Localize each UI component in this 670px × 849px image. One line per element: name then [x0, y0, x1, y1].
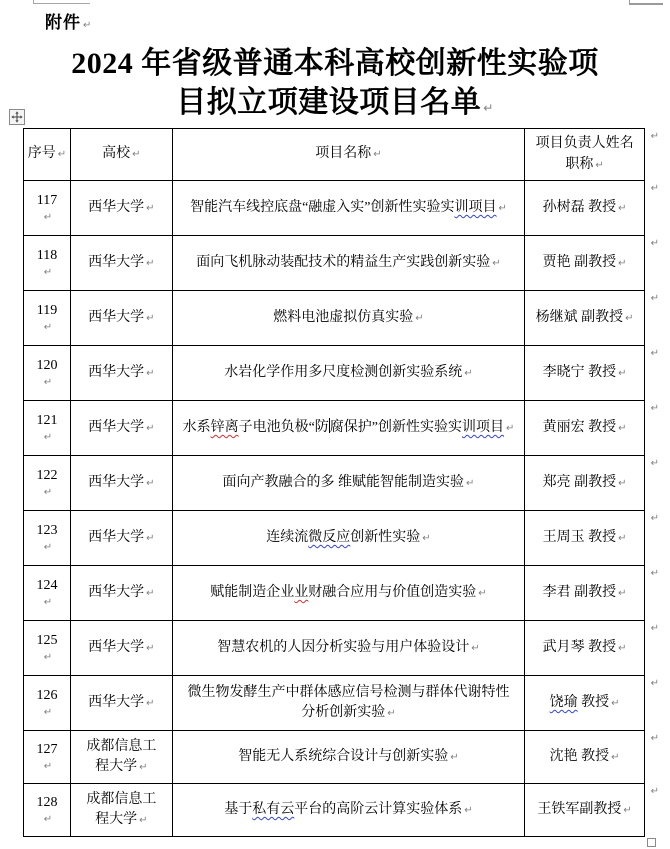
school-name-line [88, 693, 154, 713]
paragraph-mark: ↵ [57, 149, 67, 161]
paragraph-mark: ↵ [595, 159, 604, 171]
cell-serial [24, 566, 71, 621]
cropped-ui-fragment-left [33, 0, 90, 4]
paragraph-mark: ↵ [146, 587, 155, 599]
paragraph-mark: ↵ [483, 101, 494, 115]
cell-leader [525, 181, 645, 236]
paragraph-mark: ↵ [43, 431, 53, 443]
cell-text: 智慧农机的人因分析实验与用户体验设计 [217, 639, 470, 655]
table-row [24, 566, 659, 621]
cell-text: 赋能制造企业 [210, 584, 295, 600]
school-name-line [88, 473, 154, 493]
cell-project [173, 346, 525, 401]
serial-number: 128 [36, 794, 58, 810]
cell-project [173, 566, 525, 621]
header-label-text: 序号 [27, 146, 56, 162]
attachment-label-text: 附件 [45, 13, 81, 32]
paragraph-mark: ↵ [618, 587, 627, 599]
school-name-text: 西华大学 [88, 639, 145, 655]
project-name-line [210, 583, 486, 603]
cell-school [71, 731, 173, 784]
header-label-text: 职称 [565, 156, 594, 172]
cell-serial [24, 401, 71, 456]
cell-text: 武月琴 教授 [542, 639, 617, 655]
cell-text: 智能汽车线控底盘“融虚入实”创新性实验实 [190, 199, 455, 215]
paragraph-mark: ↵ [625, 312, 634, 324]
table-row [24, 621, 659, 676]
paragraph-mark: ↵ [618, 422, 627, 434]
table-row [24, 346, 659, 401]
table-resize-handle-icon[interactable] [647, 838, 656, 847]
paragraph-mark: ↵ [146, 312, 155, 324]
cell-text: 燃料电池虚拟仿真实验 [273, 309, 414, 325]
table-row [24, 456, 659, 511]
paragraph-mark: ↵ [464, 367, 473, 379]
paragraph-mark: ↵ [498, 202, 507, 214]
table-row [24, 236, 659, 291]
serial-number: 117 [36, 192, 58, 208]
school-name-line [88, 308, 154, 328]
school-name-text: 西华大学 [88, 309, 145, 325]
row-end-mark: ↵ [650, 678, 659, 689]
serial-number: 118 [36, 247, 58, 263]
project-name-line [187, 683, 509, 703]
cell-text: 连续流 [266, 529, 309, 545]
school-name-line [88, 253, 154, 273]
school-name-text: 程大学 [95, 759, 138, 774]
header-label [536, 134, 634, 154]
school-name-line [86, 790, 156, 810]
header-label-text: 项目名称 [315, 146, 372, 162]
row-end-mark: ↵ [650, 131, 659, 142]
school-name-text: 西华大学 [88, 419, 145, 435]
spellcheck-blue-text: 私有云 [252, 801, 295, 817]
school-name-text: 程大学 [95, 812, 138, 827]
row-end-mark: ↵ [650, 238, 659, 249]
cell-school [71, 511, 173, 566]
title-line-1: 2024 年省级普通本科高校创新性实验项 [71, 47, 599, 80]
paragraph-mark: ↵ [43, 760, 53, 772]
paragraph-mark: ↵ [611, 751, 620, 763]
paragraph-mark: ↵ [139, 815, 148, 826]
leader-name-line [536, 308, 634, 328]
paragraph-mark: ↵ [618, 367, 627, 379]
paragraph-mark: ↵ [146, 477, 155, 489]
serial-number: 126 [36, 687, 58, 703]
paragraph-mark: ↵ [146, 642, 155, 654]
cell-text: 李晓宁 教授 [542, 364, 617, 380]
leader-name-line [543, 253, 627, 273]
four-way-arrow-icon [11, 111, 23, 123]
row-end-mark: ↵ [650, 733, 659, 744]
cell-text: 腐保护”创新性实验实 [329, 419, 463, 435]
title-line-2 [0, 83, 670, 128]
cell-leader [525, 784, 645, 837]
spellcheck-blue-text: 微反应 [308, 529, 351, 545]
paragraph-mark: ↵ [492, 257, 501, 269]
header-label [565, 155, 603, 175]
title-line-2-text: 目拟立项建设项目名单 [176, 86, 482, 119]
table-header-row [24, 129, 659, 181]
paragraph-mark: ↵ [623, 804, 632, 816]
paragraph-mark: ↵ [471, 642, 480, 654]
cell-school [71, 566, 173, 621]
row-end-mark: ↵ [650, 786, 659, 797]
project-name-line [273, 308, 423, 328]
cell-project [173, 621, 525, 676]
serial-number: 127 [36, 741, 58, 757]
paragraph-mark: ↵ [464, 804, 473, 816]
table-move-handle-icon[interactable] [9, 109, 25, 125]
school-name-line [88, 528, 154, 548]
cell-project [173, 784, 525, 837]
project-name-line [183, 418, 515, 438]
paragraph-mark: ↵ [132, 149, 141, 161]
row-end-mark: ↵ [650, 403, 659, 414]
paragraph-mark: ↵ [146, 422, 155, 434]
cell-project [173, 456, 525, 511]
header-label [28, 144, 66, 164]
school-name-text: 西华大学 [88, 474, 145, 490]
cell-school [71, 784, 173, 837]
school-name-line [88, 198, 154, 218]
table-row [24, 181, 659, 236]
leader-name-line [543, 528, 627, 548]
serial-number: 123 [36, 522, 58, 538]
row-end-mark: ↵ [650, 458, 659, 469]
paragraph-mark: ↵ [373, 149, 382, 161]
attachment-label [45, 8, 92, 33]
paragraph-mark: ↵ [43, 813, 53, 825]
cell-leader [525, 621, 645, 676]
table-row [24, 401, 659, 456]
header-cell [71, 129, 173, 181]
school-name-line [95, 757, 147, 777]
cell-serial [24, 676, 71, 731]
cell-text: 平台的高阶云计算实验体系 [294, 801, 463, 817]
project-name-line [196, 253, 500, 273]
paragraph-mark: ↵ [611, 697, 620, 709]
table-row [24, 784, 659, 837]
cell-project [173, 291, 525, 346]
paragraph-mark: ↵ [146, 202, 155, 214]
paragraph-mark: ↵ [43, 321, 53, 333]
leader-name-line [543, 418, 627, 438]
cell-serial [24, 731, 71, 784]
leader-name-line [537, 800, 631, 820]
paragraph-mark: ↵ [43, 266, 53, 278]
cell-text: 李君 副教授 [542, 584, 617, 600]
cell-project [173, 731, 525, 784]
cell-school [71, 181, 173, 236]
cell-leader [525, 676, 645, 731]
cell-leader [525, 291, 645, 346]
cell-text: 沈艳 教授 [549, 748, 610, 764]
paragraph-mark: ↵ [146, 532, 155, 544]
header-label-text: 项目负责人姓名 [535, 136, 634, 152]
school-name-line [88, 363, 154, 383]
paragraph-mark: ↵ [43, 376, 53, 388]
paragraph-mark: ↵ [139, 762, 148, 773]
table-row [24, 291, 659, 346]
serial-number: 120 [36, 357, 58, 373]
cell-serial [24, 784, 71, 837]
leader-name-line [550, 747, 620, 767]
school-name-text: 西华大学 [88, 529, 145, 545]
cell-serial [24, 181, 71, 236]
paragraph-mark: ↵ [478, 587, 487, 599]
paragraph-mark: ↵ [43, 651, 53, 663]
cell-project [173, 511, 525, 566]
table-row [24, 676, 659, 731]
school-name-text: 西华大学 [88, 364, 145, 380]
row-end-mark: ↵ [650, 293, 659, 304]
paragraph-mark: ↵ [422, 532, 431, 544]
leader-name-line [550, 693, 620, 713]
serial-number: 119 [36, 302, 58, 318]
paragraph-mark: ↵ [415, 312, 424, 324]
paragraph-mark: ↵ [43, 541, 53, 553]
cell-school [71, 621, 173, 676]
row-end-mark: ↵ [650, 623, 659, 634]
header-label-text: 高校 [102, 146, 131, 162]
project-name-line [224, 363, 472, 383]
paragraph-mark: ↵ [618, 202, 627, 214]
project-name-line [238, 747, 458, 767]
paragraph-mark: ↵ [43, 596, 53, 608]
spellcheck-blue-text: 训项目 [454, 199, 497, 215]
cell-leader [525, 346, 645, 401]
row-end-mark: ↵ [650, 348, 659, 359]
document-table [23, 128, 659, 837]
school-name-text: 西华大学 [88, 254, 145, 270]
paragraph-mark: ↵ [387, 708, 396, 719]
cell-serial [24, 291, 71, 346]
cell-text: 水岩化学作用多尺度检测创新实验系统 [224, 364, 463, 380]
school-name-text: 西华大学 [88, 584, 145, 600]
cell-project [173, 236, 525, 291]
header-cell [525, 129, 645, 181]
paragraph-mark: ↵ [618, 642, 627, 654]
table-row [24, 511, 659, 566]
leader-name-line [543, 473, 627, 493]
school-name-line [95, 810, 147, 830]
header-cell [173, 129, 525, 181]
paragraph-mark: ↵ [506, 422, 515, 434]
project-name-line [190, 198, 507, 218]
header-label [315, 144, 381, 164]
cell-text: 孙树磊 教授 [542, 199, 617, 215]
serial-number: 125 [36, 632, 58, 648]
cell-project [173, 181, 525, 236]
header-label [102, 144, 140, 164]
paragraph-mark: ↵ [146, 367, 155, 379]
project-name-line [301, 703, 395, 723]
spellcheck-blue-text: 训项目 [462, 419, 505, 435]
cell-project [173, 676, 525, 731]
project-name-line [224, 800, 472, 820]
school-name-line [88, 583, 154, 603]
cell-text: 微生物发酵生产中群体感应信号检测与群体代谢特性 [187, 684, 510, 700]
row-end-mark: ↵ [650, 183, 659, 194]
paragraph-mark: ↵ [43, 211, 53, 223]
paragraph-mark: ↵ [466, 477, 475, 489]
cell-text: 水系 [182, 419, 211, 435]
school-name-text: 成都信息工 [86, 791, 157, 807]
cell-school [71, 456, 173, 511]
paragraph-mark: ↵ [618, 532, 627, 544]
cell-text: 面向产教融合的多 维赋能智能制造实验 [222, 474, 465, 490]
document-title [0, 44, 670, 128]
school-name-line [88, 418, 154, 438]
cell-serial [24, 236, 71, 291]
cell-text: 面向飞机脉动装配技术的精益生产实践创新实验 [196, 254, 491, 270]
leader-name-line [543, 198, 627, 218]
serial-number: 121 [36, 412, 58, 428]
cell-text: 王铁军副教授 [537, 801, 622, 817]
paragraph-mark: ↵ [146, 697, 155, 709]
school-name-text: 成都信息工 [86, 738, 157, 754]
project-name-line [223, 473, 475, 493]
spellcheck-red-text: 业 [294, 584, 309, 600]
header-cell [24, 129, 71, 181]
project-name-line [217, 638, 479, 658]
cell-serial [24, 511, 71, 566]
school-name-line [86, 737, 156, 757]
cell-text: 财融合应用与价值创造实验 [308, 584, 477, 600]
cell-text: 黄丽宏 教授 [542, 419, 617, 435]
paragraph-mark: ↵ [618, 477, 627, 489]
cell-school [71, 346, 173, 401]
cell-text: 子电池负极“防 [238, 419, 329, 435]
cropped-ui-fragment-right [629, 0, 663, 5]
cell-text: 贾艳 副教授 [542, 254, 617, 270]
cell-text: 王周玉 教授 [542, 529, 617, 545]
table-row [24, 731, 659, 784]
cell-text: 杨继斌 副教授 [535, 309, 624, 325]
school-name-text: 西华大学 [88, 199, 145, 215]
cell-leader [525, 401, 645, 456]
cell-serial [24, 621, 71, 676]
cell-school [71, 676, 173, 731]
cell-school [71, 291, 173, 346]
school-name-line [88, 638, 154, 658]
cell-leader [525, 236, 645, 291]
leader-name-line [543, 583, 627, 603]
cell-leader [525, 456, 645, 511]
spellcheck-blue-text: 饶瑜 [549, 694, 578, 710]
row-end-mark: ↵ [650, 568, 659, 579]
cell-text: 教授 [577, 694, 610, 710]
cell-leader [525, 511, 645, 566]
paragraph-mark: ↵ [43, 706, 53, 718]
cell-text: 智能无人系统综合设计与创新实验 [238, 748, 449, 764]
row-end-mark: ↵ [650, 513, 659, 524]
cell-text: 分析创新实验 [301, 705, 386, 720]
cell-leader [525, 731, 645, 784]
paragraph-mark: ↵ [43, 486, 53, 498]
paragraph-mark: ↵ [83, 20, 93, 31]
paragraph-mark: ↵ [146, 257, 155, 269]
school-name-text: 西华大学 [88, 694, 145, 710]
cell-serial [24, 456, 71, 511]
cell-text: 基于 [224, 801, 253, 817]
cell-serial [24, 346, 71, 401]
cell-school [71, 401, 173, 456]
cell-text: 创新性实验 [350, 529, 421, 545]
serial-number: 122 [36, 467, 58, 483]
cell-project [173, 401, 525, 456]
serial-number: 124 [36, 577, 58, 593]
paragraph-mark: ↵ [450, 751, 459, 763]
cell-leader [525, 566, 645, 621]
spellcheck-red-text: 锌离 [210, 419, 239, 435]
cell-text: 郑亮 副教授 [542, 474, 617, 490]
paragraph-mark: ↵ [618, 257, 627, 269]
leader-name-line [543, 363, 627, 383]
leader-name-line [543, 638, 627, 658]
cell-school [71, 236, 173, 291]
project-name-line [266, 528, 430, 548]
